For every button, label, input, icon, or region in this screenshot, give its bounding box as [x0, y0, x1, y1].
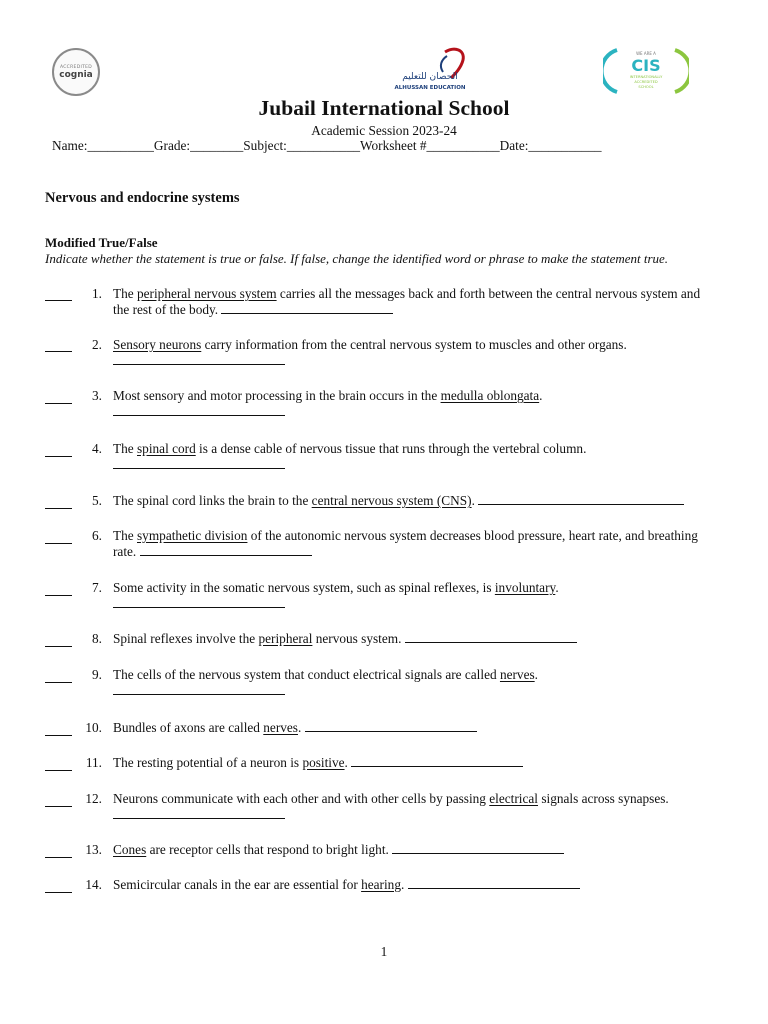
correction-blank[interactable]	[113, 457, 285, 469]
question-number: 14.	[85, 877, 102, 892]
academic-session: Academic Session 2023-24	[311, 123, 457, 138]
svg-text:الحصان للتعليم: الحصان للتعليم	[402, 72, 458, 82]
question-text: The sympathetic division of the autonomic nervous system decreases blood pressure, heart rate, and breathing rate.	[113, 528, 698, 559]
question-number: 13.	[85, 842, 102, 857]
svg-text:SCHOOL: SCHOOL	[638, 85, 654, 89]
svg-text:CIS: CIS	[631, 56, 661, 75]
question-text: Neurons communicate with each other and with other cells by passing electrical signals across synapses.	[113, 791, 713, 823]
question-number: 12.	[85, 791, 102, 806]
correction-blank[interactable]	[113, 683, 285, 695]
question-type-title: Modified True/False	[45, 235, 158, 250]
question-number: 3.	[92, 388, 102, 403]
question-text: Most sensory and motor processing in the brain occurs in the medulla oblongata.	[113, 388, 713, 420]
student-info-line: Name:__________Grade:________Subject:___________Worksheet #___________Date:___________	[52, 138, 602, 153]
correction-blank[interactable]	[113, 807, 285, 819]
question-number: 11.	[85, 755, 102, 770]
svg-text:INTERNATIONALLY: INTERNATIONALLY	[629, 75, 663, 79]
correction-blank[interactable]	[392, 842, 564, 854]
page-number: 1	[380, 944, 388, 959]
section-title: Nervous and endocrine systems	[45, 190, 240, 206]
question-text: The resting potential of a neuron is positive.	[113, 755, 713, 771]
question-text: Spinal reflexes involve the peripheral nervous system.	[113, 631, 713, 647]
alhussan-education-logo	[385, 44, 475, 94]
question-number: 1.	[92, 286, 102, 301]
question-text: The spinal cord is a dense cable of nervous tissue that runs through the vertebral column.	[113, 441, 713, 473]
question-number: 4.	[92, 441, 102, 456]
svg-text:ALHUSSAN EDUCATION: ALHUSSAN EDUCATION	[394, 85, 466, 91]
question-text: The spinal cord links the brain to the central nervous system (CNS).	[113, 493, 713, 509]
question-text: Some activity in the somatic nervous system, such as spinal reflexes, is involuntary.	[113, 580, 713, 612]
question-number: 6.	[92, 528, 102, 543]
question-number: 8.	[92, 631, 102, 646]
correction-blank[interactable]	[221, 302, 393, 314]
question-text: The cells of the nervous system that conduct electrical signals are called nerves.	[113, 667, 713, 699]
school-name: Jubail International School	[258, 96, 510, 120]
correction-blank[interactable]	[140, 544, 312, 556]
question-text: The peripheral nervous system carries all the messages back and forth between the central nervous system and the rest of the body.	[113, 286, 701, 317]
correction-blank[interactable]	[113, 353, 285, 365]
correction-blank[interactable]	[113, 596, 285, 608]
question-text: Cones are receptor cells that respond to bright light.	[113, 842, 713, 858]
correction-blank[interactable]	[408, 877, 580, 889]
correction-blank[interactable]	[405, 631, 577, 643]
question-number: 5.	[92, 493, 102, 508]
correction-blank[interactable]	[305, 720, 477, 732]
svg-text:WE ARE A: WE ARE A	[636, 51, 656, 56]
cognia-logo	[52, 48, 100, 96]
question-text: Bundles of axons are called nerves.	[113, 720, 713, 736]
question-number: 7.	[92, 580, 102, 595]
correction-blank[interactable]	[351, 755, 523, 767]
question-number: 2.	[92, 337, 102, 352]
question-number: 9.	[92, 667, 102, 682]
cognia-word: cognia	[59, 69, 93, 80]
cognia-ring-text: ACCREDITED	[59, 64, 93, 70]
cis-accredited-logo	[603, 46, 689, 96]
question-text: Semicircular canals in the ear are essential for hearing.	[113, 877, 713, 893]
instructions: Indicate whether the statement is true or false. If false, change the identified word or phrase to make the statement true.	[45, 251, 669, 266]
question-text: Sensory neurons carry information from the central nervous system to muscles and other organs.	[113, 337, 713, 369]
svg-text:ACCREDITED: ACCREDITED	[634, 80, 658, 84]
question-number: 10.	[85, 720, 102, 735]
correction-blank[interactable]	[478, 493, 684, 505]
correction-blank[interactable]	[113, 404, 285, 416]
